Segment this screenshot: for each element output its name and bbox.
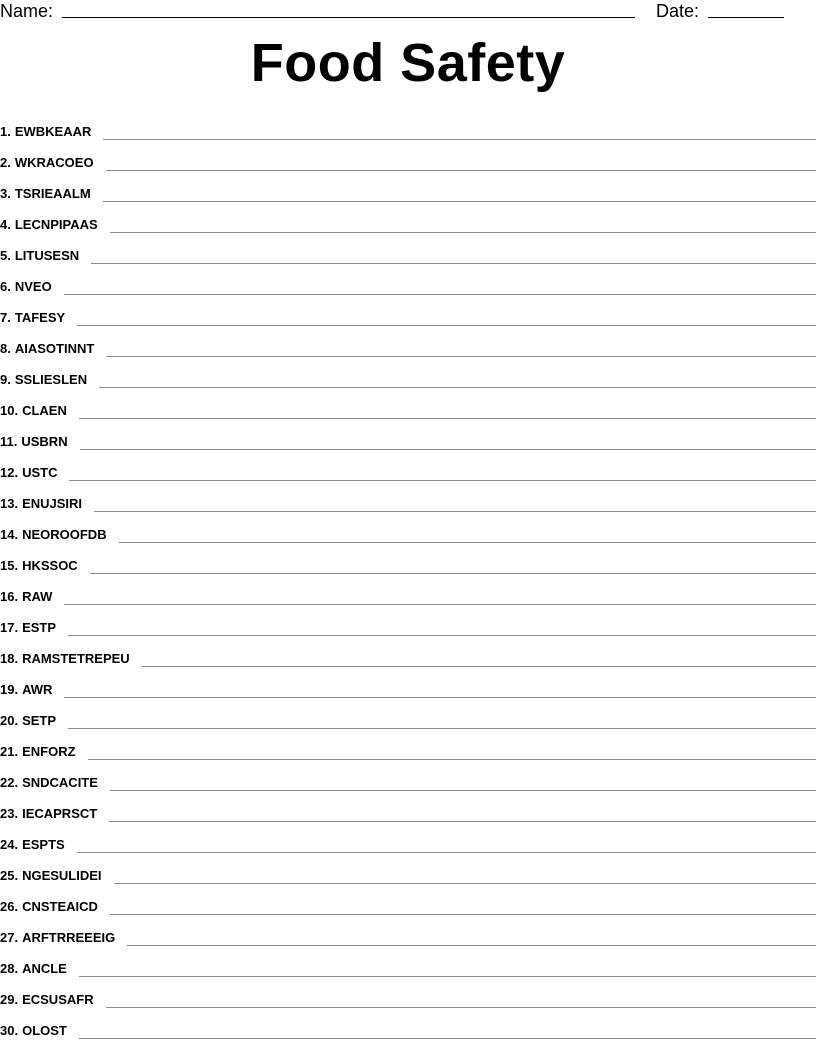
answer-line[interactable]: [106, 355, 816, 357]
scrambled-word: SNDCACITE: [22, 775, 98, 790]
answer-line[interactable]: [103, 138, 816, 140]
item-number: 30.: [0, 1023, 19, 1038]
scrambled-word-label: [0, 991, 94, 1010]
item-number: 5.: [0, 248, 11, 263]
list-item: [0, 142, 816, 173]
list-item: [0, 576, 816, 607]
scrambled-word: HKSSOC: [22, 558, 78, 573]
answer-line[interactable]: [79, 417, 816, 419]
scrambled-word-label: [0, 650, 130, 669]
item-number: 16.: [0, 589, 19, 604]
answer-line[interactable]: [94, 510, 816, 512]
answer-line[interactable]: [77, 324, 816, 326]
list-item: [0, 762, 816, 793]
scrambled-word-label: [0, 619, 56, 638]
word-scramble-list: [0, 111, 816, 1041]
answer-line[interactable]: [119, 541, 816, 543]
scrambled-word-label: [0, 340, 94, 359]
answer-line[interactable]: [64, 696, 816, 698]
item-number: 26.: [0, 899, 19, 914]
answer-line[interactable]: [64, 293, 816, 295]
scrambled-word: USTC: [22, 465, 58, 480]
name-answer-line[interactable]: [62, 17, 635, 18]
scrambled-word-label: [0, 247, 79, 266]
scrambled-word: ANCLE: [22, 961, 67, 976]
scrambled-word: AWR: [22, 682, 53, 697]
scrambled-word: LECNPIPAAS: [14, 217, 98, 232]
item-number: 4.: [0, 217, 11, 232]
scrambled-word-label: [0, 433, 68, 452]
scrambled-word: LITUSESN: [14, 248, 80, 263]
item-number: 14.: [0, 527, 19, 542]
item-number: 21.: [0, 744, 19, 759]
answer-line[interactable]: [127, 944, 816, 946]
list-item: [0, 886, 816, 917]
list-item: [0, 111, 816, 142]
scrambled-word-label: [0, 495, 82, 514]
answer-line[interactable]: [106, 1006, 816, 1008]
item-number: 28.: [0, 961, 19, 976]
item-number: 20.: [0, 713, 19, 728]
scrambled-word-label: [0, 185, 91, 204]
list-item: [0, 855, 816, 886]
list-item: [0, 173, 816, 204]
scrambled-word-label: [0, 898, 98, 917]
list-item: [0, 948, 816, 979]
answer-line[interactable]: [68, 727, 816, 729]
item-number: 8.: [0, 341, 11, 356]
scrambled-word-label: [0, 929, 115, 948]
item-number: 9.: [0, 372, 11, 387]
list-item: [0, 483, 816, 514]
item-number: 7.: [0, 310, 11, 325]
scrambled-word-label: [0, 371, 87, 390]
list-item: [0, 824, 816, 855]
scrambled-word: IECAPRSCT: [22, 806, 98, 821]
answer-line[interactable]: [110, 913, 816, 915]
scrambled-word: SSLIESLEN: [14, 372, 88, 387]
scrambled-word-label: [0, 464, 57, 483]
item-number: 1.: [0, 124, 11, 139]
scrambled-word: ARFTRREEEIG: [22, 930, 116, 945]
list-item: [0, 421, 816, 452]
answer-line[interactable]: [91, 262, 816, 264]
scrambled-word: CLAEN: [22, 403, 67, 418]
item-number: 19.: [0, 682, 19, 697]
answer-line[interactable]: [114, 882, 816, 884]
list-item: [0, 979, 816, 1010]
scrambled-word: OLOST: [22, 1023, 67, 1038]
answer-line[interactable]: [79, 975, 816, 977]
list-item: [0, 235, 816, 266]
scrambled-word: ESPTS: [22, 837, 65, 852]
scrambled-word: RAMSTETREPEU: [22, 651, 130, 666]
item-number: 12.: [0, 465, 19, 480]
scrambled-word: AIASOTINNT: [14, 341, 95, 356]
answer-line[interactable]: [79, 1037, 816, 1039]
list-item: [0, 1010, 816, 1041]
scrambled-word-label: [0, 588, 52, 607]
scrambled-word-label: [0, 1022, 67, 1041]
scrambled-word-label: [0, 402, 67, 421]
scrambled-word: CNSTEAICD: [22, 899, 98, 914]
list-item: [0, 204, 816, 235]
scrambled-word: NEOROOFDB: [22, 527, 107, 542]
list-item: [0, 793, 816, 824]
answer-line[interactable]: [64, 603, 816, 605]
item-number: 17.: [0, 620, 19, 635]
item-number: 10.: [0, 403, 19, 418]
scrambled-word-label: [0, 867, 102, 886]
list-item: [0, 638, 816, 669]
scrambled-word-label: [0, 309, 65, 328]
list-item: [0, 700, 816, 731]
item-number: 22.: [0, 775, 19, 790]
answer-line[interactable]: [88, 758, 816, 760]
answer-line[interactable]: [110, 789, 816, 791]
item-number: 6.: [0, 279, 11, 294]
list-item: [0, 669, 816, 700]
scrambled-word-label: [0, 216, 98, 235]
scrambled-word: USBRN: [21, 434, 68, 449]
answer-line[interactable]: [80, 448, 816, 450]
item-number: 13.: [0, 496, 19, 511]
answer-line[interactable]: [106, 169, 816, 171]
answer-line[interactable]: [103, 200, 816, 202]
answer-line[interactable]: [110, 231, 816, 233]
worksheet-title: Food Safety: [250, 33, 566, 93]
answer-line[interactable]: [68, 634, 816, 636]
scrambled-word: ECSUSAFR: [22, 992, 94, 1007]
item-number: 25.: [0, 868, 19, 883]
list-item: [0, 731, 816, 762]
answer-line[interactable]: [77, 851, 816, 853]
answer-line[interactable]: [109, 820, 816, 822]
list-item: [0, 359, 816, 390]
worksheet-header: [0, 0, 816, 24]
list-item: [0, 297, 816, 328]
scrambled-word: SETP: [22, 713, 57, 728]
scrambled-word-label: [0, 123, 91, 142]
item-number: 24.: [0, 837, 19, 852]
answer-line[interactable]: [99, 386, 816, 388]
list-item: [0, 514, 816, 545]
list-item: [0, 390, 816, 421]
scrambled-word-label: [0, 743, 76, 762]
list-item: [0, 917, 816, 948]
list-item: [0, 328, 816, 359]
item-number: 2.: [0, 155, 11, 170]
item-number: 15.: [0, 558, 19, 573]
list-item: [0, 545, 816, 576]
scrambled-word-label: [0, 154, 94, 173]
scrambled-word-label: [0, 278, 52, 297]
name-label: Name:: [0, 1, 54, 21]
scrambled-word: TSRIEAALM: [14, 186, 91, 201]
scrambled-word-label: [0, 681, 52, 700]
scrambled-word: WKRACOEO: [14, 155, 94, 170]
date-label: Date:: [656, 1, 700, 21]
answer-line[interactable]: [142, 665, 816, 667]
list-item: [0, 607, 816, 638]
scrambled-word-label: [0, 774, 98, 793]
scrambled-word-label: [0, 836, 65, 855]
item-number: 11.: [0, 434, 18, 449]
scrambled-word: NVEO: [14, 279, 52, 294]
answer-line[interactable]: [69, 479, 816, 481]
list-item: [0, 266, 816, 297]
scrambled-word: ESTP: [22, 620, 57, 635]
item-number: 18.: [0, 651, 19, 666]
item-number: 27.: [0, 930, 19, 945]
item-number: 3.: [0, 186, 11, 201]
date-answer-line[interactable]: [708, 17, 784, 18]
item-number: 29.: [0, 992, 19, 1007]
scrambled-word: TAFESY: [14, 310, 66, 325]
scrambled-word: EWBKEAAR: [14, 124, 92, 139]
scrambled-word-label: [0, 557, 78, 576]
scrambled-word-label: [0, 960, 67, 979]
scrambled-word: ENUJSIRI: [22, 496, 83, 511]
scrambled-word-label: [0, 712, 56, 731]
scrambled-word: ENFORZ: [22, 744, 76, 759]
list-item: [0, 452, 816, 483]
scrambled-word: RAW: [22, 589, 53, 604]
scrambled-word-label: [0, 805, 97, 824]
scrambled-word: NGESULIDEI: [22, 868, 102, 883]
answer-line[interactable]: [90, 572, 816, 574]
item-number: 23.: [0, 806, 19, 821]
scrambled-word-label: [0, 526, 107, 545]
